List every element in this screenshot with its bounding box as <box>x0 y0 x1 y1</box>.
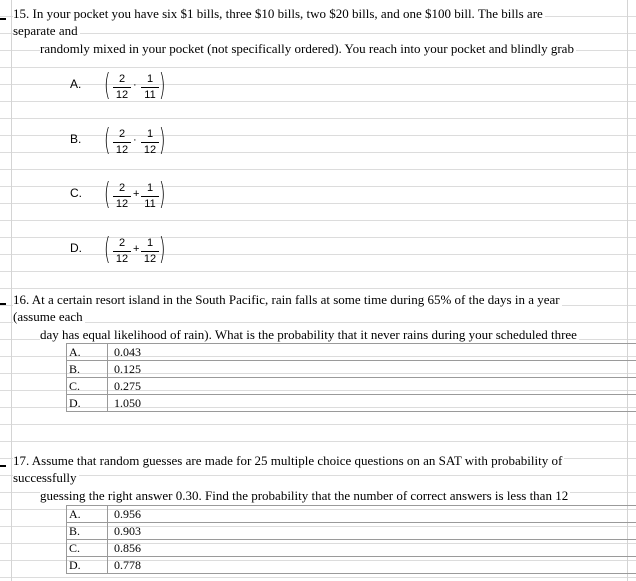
numerator: 2 <box>118 182 126 194</box>
option-letter: C. <box>67 540 108 556</box>
option-value: 0.125 <box>114 362 141 376</box>
q17-option-c[interactable] <box>67 540 636 557</box>
numerator: 2 <box>118 237 126 249</box>
q15-option-a-letter: A. <box>70 77 82 91</box>
numerator: 2 <box>118 128 126 140</box>
q17-text-line-3: guessing the right answer 0.30. Find the probability that the number of correct answers is less than 12 <box>40 488 569 503</box>
q17-option-b[interactable] <box>67 523 636 540</box>
operator: + <box>133 243 140 255</box>
denominator: 12 <box>143 144 157 156</box>
option-value: 0.856 <box>114 541 141 555</box>
denominator: 12 <box>115 253 129 265</box>
q15-option-c-letter: C. <box>70 186 82 200</box>
numerator: 2 <box>118 73 126 85</box>
q15-option-b-expression: ( 2 12 · 1 12 ) <box>104 123 166 158</box>
denominator: 11 <box>144 198 156 210</box>
option-letter: B. <box>67 523 108 539</box>
row-marker <box>0 465 6 467</box>
operator: · <box>133 79 137 91</box>
option-value: 0.275 <box>114 379 141 393</box>
numerator: 1 <box>146 182 154 194</box>
q16-text-line-1: 16. At a certain resort island in the South Pacific, rain falls at some time during 65% of the days in a year <box>13 292 560 307</box>
q17-text-line-2: successfully <box>13 470 77 485</box>
q16-option-b[interactable] <box>67 361 636 378</box>
q17-options-table <box>66 505 636 574</box>
option-value: 1.050 <box>114 396 141 410</box>
option-value: 0.043 <box>114 345 141 359</box>
option-value: 0.903 <box>114 524 141 538</box>
column-divider <box>627 0 628 581</box>
denominator: 12 <box>115 144 129 156</box>
q16-option-c[interactable] <box>67 378 636 395</box>
operator: · <box>133 134 137 146</box>
denominator: 12 <box>115 89 129 101</box>
option-letter: D. <box>67 557 108 573</box>
q15-option-c-expression: ( 2 12 + 1 11 ) <box>104 177 166 212</box>
q17-text-line-1: 17. Assume that random guesses are made for 25 multiple choice questions on an SAT with probability of <box>13 453 563 468</box>
q15-text-line-3: randomly mixed in your pocket (not specifically ordered). You reach into your pocket and blindly grab <box>40 41 574 56</box>
q15-option-b-letter: B. <box>70 132 82 146</box>
q16-option-d[interactable] <box>67 395 636 412</box>
option-value: 0.956 <box>114 507 141 521</box>
row-marker <box>0 303 6 305</box>
option-letter: A. <box>67 506 108 522</box>
q16-text-line-3: day has equal likelihood of rain). What is the probability that it never rains during your scheduled three <box>40 327 577 342</box>
q15-text-line-2: separate and <box>13 23 78 38</box>
q15-option-d-letter: D. <box>70 241 82 255</box>
q15-option-a-expression: ( 2 12 · 1 11 ) <box>104 68 166 103</box>
q17-option-a[interactable] <box>67 506 636 523</box>
denominator: 11 <box>144 89 156 101</box>
denominator: 12 <box>115 198 129 210</box>
q17-option-d[interactable] <box>67 557 636 574</box>
option-letter: C. <box>67 378 108 394</box>
denominator: 12 <box>143 253 157 265</box>
q16-options-table <box>66 343 636 412</box>
option-letter: D. <box>67 395 108 411</box>
option-letter: A. <box>67 344 108 360</box>
numerator: 1 <box>146 73 154 85</box>
numerator: 1 <box>146 128 154 140</box>
row-marker <box>0 18 6 20</box>
q16-text-line-2: (assume each <box>13 309 83 324</box>
option-value: 0.778 <box>114 558 141 572</box>
operator: + <box>133 188 140 200</box>
numerator: 1 <box>146 237 154 249</box>
option-letter: B. <box>67 361 108 377</box>
q15-option-d-expression: ( 2 12 + 1 12 ) <box>104 232 166 267</box>
q16-option-a[interactable] <box>67 344 636 361</box>
q15-text-line-1: 15. In your pocket you have six $1 bills, three $10 bills, two $20 bills, and one $100 bill. The bills are <box>13 6 543 21</box>
